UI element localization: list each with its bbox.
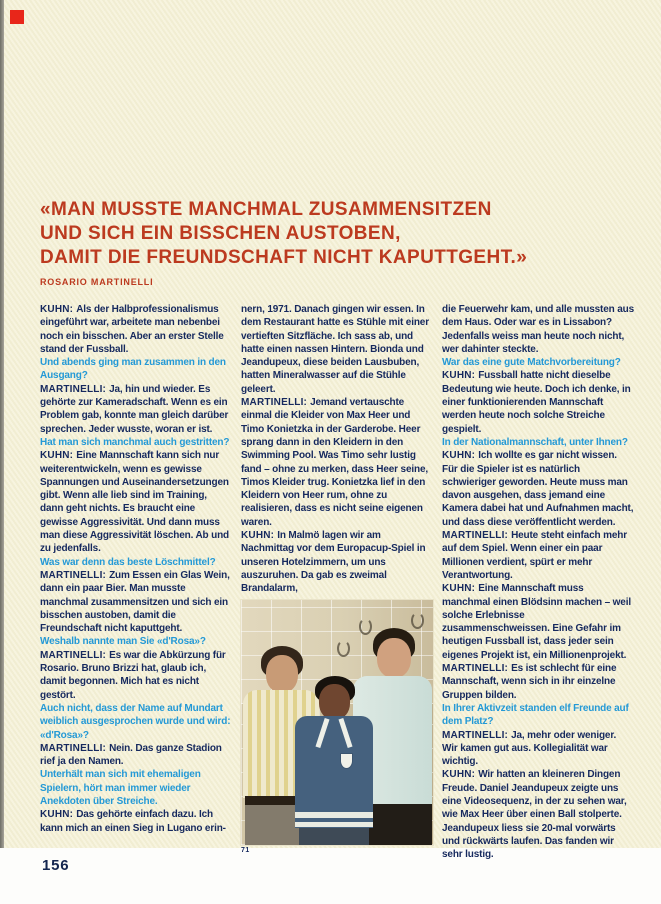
- speaker-label: MARTINELLI:: [241, 397, 311, 409]
- coat-hook-icon: [411, 612, 424, 629]
- interview-answer: KUHN: Ich wollte es gar nicht wissen. Für die Spieler ist es natürlich schwieriger geworden. Heute muss man davon ausgehen, dass jemand eine Kamera dabei hat und Aufnahmen macht, und dass diese veröffentlicht werden.: [442, 450, 634, 528]
- page-number: 156: [42, 857, 70, 874]
- club-badge: [341, 754, 352, 768]
- team-photo: [241, 600, 433, 845]
- column-2: [241, 303, 433, 861]
- pull-quote: [40, 198, 630, 287]
- speaker-label: KUHN:: [40, 809, 77, 821]
- interview-answer: KUHN: Wir hatten an kleineren Dingen Freude. Daniel Jeandupeux zeigte uns eine Videosequenz, in der zu sehen war, wie Max Heer über einen Ball stolperte. Jeandupeux liess sie 20-mal vorwärts und rückwärts laufen. Das fanden wir sehr lustig.: [442, 769, 627, 861]
- column-1: [40, 303, 232, 861]
- waistband-stripe: [295, 812, 373, 818]
- quote-line-3: DAMIT DIE FREUNDSCHAFT NICHT KAPUTTGEHT.»: [40, 247, 528, 268]
- speaker-label: MARTINELLI:: [40, 383, 110, 395]
- speaker-label: MARTINELLI:: [442, 729, 512, 741]
- photo-caption: 71: [241, 846, 250, 854]
- column-3: [442, 303, 634, 861]
- speaker-label: KUHN:: [442, 769, 479, 781]
- speaker-label: MARTINELLI:: [40, 742, 110, 754]
- interview-answer: MARTINELLI: Nein. Das ganze Stadion rief ja den Namen.: [40, 742, 222, 768]
- interview-answer: die Feuerwehr kam, und alle mussten aus dem Haus. Oder war es in Lissabon? Jedenfalls weiss man heute noch nicht, wer dahinter steckte.: [442, 304, 634, 355]
- page-edge-shadow: [0, 0, 4, 848]
- speaker-label: MARTINELLI:: [40, 649, 110, 661]
- interview-answer: nern, 1971. Danach gingen wir essen. In dem Restaurant hatte es Stühle mit einer vertieften Sitzfläche. Ich sass ab, und hatte einen nassen Hintern. Bionda und Jeandupeux, diese beiden Lausbuben, hatten Mineralwasser auf die Stühle geleert.: [241, 304, 429, 395]
- quote-line-2: UND SICH EIN BISSCHEN AUSTOBEN,: [40, 223, 401, 244]
- coat-hook-icon: [337, 640, 350, 657]
- interview-answer: MARTINELLI: Heute steht einfach mehr auf dem Spiel. Wenn einer ein paar Millionen verdient, spürt er mehr Verantwortung.: [442, 530, 627, 581]
- speaker-label: KUHN:: [40, 304, 77, 315]
- speaker-label: KUHN:: [442, 450, 479, 462]
- interview-question: Hat man sich manchmal auch gestritten?: [40, 436, 230, 448]
- interview-question: War das eine gute Matchvorbereitung?: [442, 357, 621, 369]
- interview-question: In Ihrer Aktivzeit standen elf Freunde auf dem Platz?: [442, 702, 629, 728]
- red-corner-marker: [10, 10, 24, 24]
- interview-answer: MARTINELLI: Zum Essen ein Glas Wein, dann ein paar Bier. Man musste manchmal zusammensitzen und sich ein bisschen austoben, damit die Freundschaft nicht kaputtgeht.: [40, 569, 230, 635]
- quote-line-1: «MAN MUSSTE MANCHMAL ZUSAMMENSITZEN: [40, 199, 492, 220]
- column-2-text: [241, 303, 433, 596]
- interview-question: Auch nicht, dass der Name auf Mundart weiblich ausgesprochen wurde und wird: «d'Rosa»?: [40, 702, 231, 741]
- quote-attribution: ROSARIO MARTINELLI: [40, 277, 154, 287]
- interview-answer: MARTINELLI: Es war die Abkürzung für Rosario. Bruno Brizzi hat, glaub ich, damit begonnen. Mich hat es nicht gestört.: [40, 649, 226, 701]
- interview-question: Weshalb nannte man Sie «d'Rosa»?: [40, 636, 206, 648]
- face: [319, 684, 350, 720]
- interview-answer: MARTINELLI: Es ist schlecht für eine Mannschaft, wenn sich in ihr einzelne Gruppen bilden.: [442, 663, 617, 701]
- interview-answer: MARTINELLI: Ja, hin und wieder. Es gehörte zur Kameradschaft. Wenn es ein Problem gab, konnte man gleich darüber sprechen. Jeder wusste, woran er ist.: [40, 383, 229, 435]
- interview-answer: KUHN: Eine Mannschaft kann sich nur weiterentwickeln, wenn es gewisse Spannungen und Auseinandersetzungen gibt. Wenn alle lieb sind im Training, dann geht nichts. Es braucht eine gewisse Aggressivität. Und dann muss man diese Aggressivität löschen. Ab und zu jedenfalls.: [40, 450, 230, 555]
- photo-block: [241, 600, 433, 854]
- interview-columns: [40, 303, 634, 861]
- face: [377, 638, 411, 678]
- interview-answer: KUHN: Fussball hatte nicht dieselbe Bedeutung wie heute. Doch ich denke, in einer funktionierenden Mannschaft werden heute noch solche Streiche gespielt.: [442, 370, 631, 435]
- interview-question: Was war denn das beste Löschmittel?: [40, 556, 216, 568]
- interview-answer: KUHN: Eine Mannschaft muss manchmal einen Blödsinn machen – weil solche Erlebnisse zusammenschweissen. Eine Gefahr im heutigen Fussball ist, dass jeder sein eigenes Projekt ist, ein Millionenprojekt.: [442, 583, 631, 661]
- speaker-label: MARTINELLI:: [40, 569, 110, 581]
- speaker-label: MARTINELLI:: [442, 663, 512, 675]
- trousers: [299, 828, 369, 845]
- interview-answer: MARTINELLI: Jemand vertauschte einmal die Kleider von Max Heer und Timo Konietzka in der Garderobe. Heer sprang dann in den Kleidern in den Swimming Pool. Was Timo sehr lustig fand – ohne zu merken, dass Heer seine, Timos Kleider trug. Konietzka lief in den Kleidern von Heer rum, ohne zu realisieren, dass es nicht seine eigenen waren.: [241, 397, 428, 528]
- interview-answer: KUHN: Das gehörte einfach dazu. Ich kann mich an einen Sieg in Lugano erin-: [40, 809, 226, 834]
- interview-answer: MARTINELLI: Ja, mehr oder weniger. Wir kamen gut aus. Kollegialität war wichtig.: [442, 729, 617, 768]
- interview-question: Unterhält man sich mit ehemaligen Spielern, hört man immer wieder Anekdoten über Streiche.: [40, 769, 201, 807]
- photo-man-middle: [293, 676, 375, 845]
- interview-answer: KUHN: In Malmö lagen wir am Nachmittag vor dem Europacup-Spiel in unseren Hotelzimmern, um uns auszuruhen. Da gab es zweimal Brandalarm,: [241, 530, 426, 595]
- speaker-label: MARTINELLI:: [442, 530, 512, 542]
- waistband-stripe: [295, 822, 373, 827]
- interview-question: In der Nationalmannschaft, unter Ihnen?: [442, 436, 628, 448]
- speaker-label: KUHN:: [241, 530, 278, 542]
- interview-answer: KUHN: Als der Halbprofessionalismus eingeführt war, arbeitete man nebenbei noch ein bisschen. Aber an erster Stelle stand der Fussball.: [40, 304, 224, 355]
- speaker-label: KUHN:: [442, 583, 479, 595]
- speaker-label: KUHN:: [442, 370, 479, 382]
- interview-question: Und abends ging man zusammen in den Ausgang?: [40, 357, 226, 382]
- speaker-label: KUHN:: [40, 450, 77, 462]
